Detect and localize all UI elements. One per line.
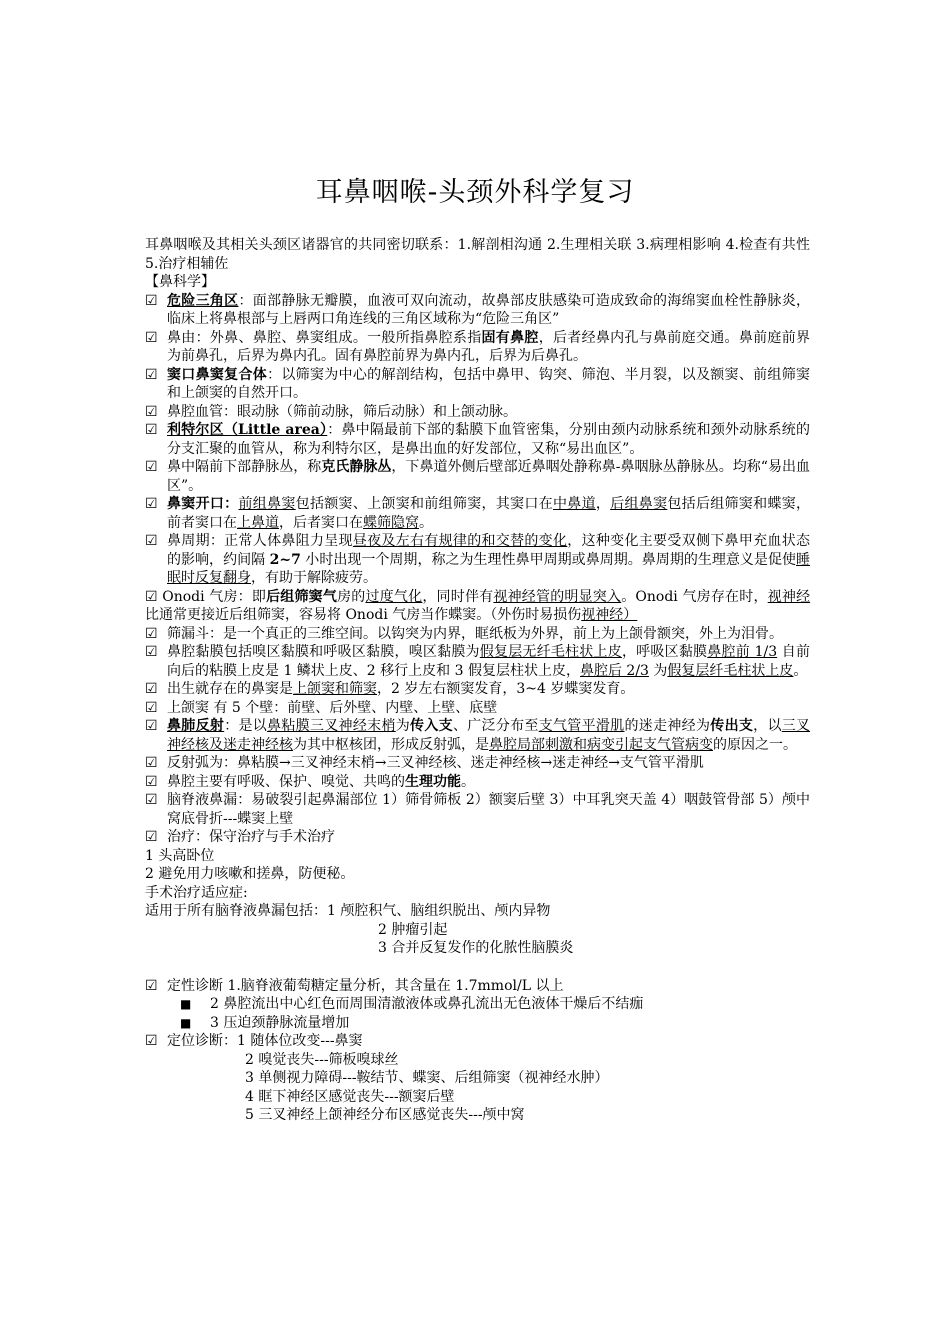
treatment-line: 1 头高卧位 [145, 847, 215, 864]
list-item: ☑ 反射弧为：鼻粘膜→三叉神经末梢→三叉神经核、迷走神经核→迷走神经→支气管平滑肌 [145, 755, 704, 771]
checkbox-icon: ☑ [145, 699, 158, 716]
qualitative-diagnosis: ☑ 定性诊断 1.脑脊液葡萄糖定量分析，其含量在 1.7mmol/L 以上 [145, 977, 564, 994]
checkbox-icon: ☑ [145, 755, 158, 771]
treatment-line: 2 避免用力咳嗽和搓鼻，防便秘。 [145, 866, 355, 882]
list-item: ☑ 危险三角区：面部静脉无瓣膜，血液可双向流动，故鼻部皮肤感染可造成致命的海绵窦血栓性静脉炎，临床上将鼻根部与上唇两口角连线的三角区域称为“危险三角区” [145, 292, 811, 327]
checkbox-icon: ☑ [145, 366, 158, 383]
list-item: ☑ 上颌窦 有 5 个壁：前壁、后外壁、内壁、上壁、底壁 [145, 699, 498, 716]
checkbox-icon: ☑ [145, 422, 158, 438]
checkbox-icon: ☑ [145, 792, 158, 808]
list-item: ☑ 鼻周期：正常人体鼻阻力呈现昼夜及左右有规律的和交替的变化，这种变化主要受双侧下鼻甲充血状态的影响，约间隔 2~7 小时出现一个周期，称之为生理性鼻甲周期或鼻周期。鼻周期的生理意义是促使睡眠时反复翻身，有助于解除疲劳。 [145, 533, 811, 586]
list-item: ☑ 鼻腔血管：眼动脉（筛前动脉，筛后动脉）和上颌动脉。 [145, 403, 517, 420]
checkbox-icon: ☑ [145, 496, 158, 512]
list-item: ☑ Onodi 气房：即后组筛窦气房的过度气化，同时伴有视神经管的明显突入。Onodi 气房存在时，视神经比通常更接近后组筛窦，容易将 Onodi 气房当作蝶窦。（外伤时易损伤视神经） [145, 588, 811, 623]
list-item: ☑ 窦口鼻窦复合体：以筛窦为中心的解剖结构，包括中鼻甲、钩突、筛泡、半月裂，以及额窦、前组筛窦和上颌窦的自然开口。 [145, 366, 811, 401]
treatment-indent-line: 3 合并反复发作的化脓性脑膜炎 [378, 940, 574, 956]
list-item: ☑ 鼻肺反射：是以鼻粘膜三叉神经末梢为传入支、广泛分布至支气管平滑肌的迷走神经为传出支，以三叉神经核及迷走神经核为其中枢核团，形成反射弧，是鼻腔局部刺激和病变引起支气管病变的原因之一。 [145, 718, 811, 753]
section-heading: 【鼻科学】 [145, 274, 215, 290]
checkbox-icon: ☑ [145, 1033, 158, 1049]
treatment-indent-line: 2 肿瘤引起 [378, 921, 448, 938]
checkbox-icon: ☑ [145, 625, 158, 642]
localization-line: 4 眶下神经区感觉丧失---额窦后壁 [245, 1088, 455, 1105]
checkbox-icon: ☑ [145, 292, 158, 309]
checkbox-icon: ☑ [145, 533, 158, 549]
list-item: ☑ 鼻腔主要有呼吸、保护、嗅觉、共鸣的生理功能。 [145, 773, 475, 790]
checkbox-icon: ☑ [145, 329, 158, 346]
localization-line: 3 单侧视力障碍---鞍结节、蝶窦、后组筛窦（视神经水肿） [245, 1070, 609, 1086]
qualitative-bullet: ■ 2 鼻腔流出中心红色而周围清澈液体或鼻孔流出无色液体干燥后不结痂 [180, 996, 644, 1012]
list-item: ☑ 鼻中隔前下部静脉丛，称克氏静脉丛，下鼻道外侧后壁部近鼻咽处静称鼻-鼻咽脉丛静脉丛。均称“易出血区”。 [145, 459, 811, 494]
checkbox-icon: ☑ [145, 681, 158, 697]
list-item: ☑ 治疗：保守治疗与手术治疗 [145, 829, 335, 845]
document-body [145, 236, 810, 1125]
checkbox-icon: ☑ [145, 773, 158, 790]
checkbox-icon: ☑ [145, 459, 158, 475]
qualitative-bullet: ■ 3 压迫颈静脉流量增加 [180, 1014, 350, 1031]
treatment-line: 手术治疗适应症: [145, 884, 248, 901]
list-item: ☑ 利特尔区（Little area）：鼻中隔最前下部的黏膜下血管密集，分别由颈内动脉系统和颈外动脉系统的分支汇聚的血管从，称为利特尔区，是鼻出血的好发部位，又称“易出血区”。 [145, 422, 811, 457]
checkbox-icon: ☑ [145, 829, 158, 845]
intro-paragraph: 耳鼻咽喉及其相关头颈区诸器官的共同密切联系：1.解剖相沟通 2.生理相关联 3.病理相影响 4.检查有共性 5.治疗相辅佐 [145, 237, 810, 272]
checkbox-icon: ☑ [145, 403, 158, 420]
list-item: ☑ 鼻由：外鼻、鼻腔、鼻窦组成。一般所指鼻腔系指固有鼻腔，后者经鼻内孔与鼻前庭交通。鼻前庭前界为前鼻孔，后界为鼻内孔。固有鼻腔前界为鼻内孔，后界为后鼻孔。 [145, 329, 811, 364]
list-item: ☑ 鼻窦开口：前组鼻窦包括额窦、上颌窦和前组筛窦，其窦口在中鼻道，后组鼻窦包括后组筛窦和蝶窦，前者窦口在上鼻道，后者窦口在蝶筛隐窝。 [145, 496, 811, 531]
list-item: ☑ 鼻腔黏膜包括嗅区黏膜和呼吸区黏膜，嗅区黏膜为假复层无纤毛柱状上皮，呼吸区黏膜鼻腔前 1/3 自前向后的粘膜上皮是 1 鳞状上皮、2 移行上皮和 3 假复层柱状上皮，鼻腔后 2/3 为假复层纤毛柱状上皮。 [145, 644, 811, 679]
localization-line: 2 嗅觉丧失---筛板嗅球丝 [245, 1051, 399, 1068]
checkbox-icon: ☑ [145, 644, 158, 660]
list-item: ☑ 出生就存在的鼻窦是上颌窦和筛窦，2 岁左右额窦发育，3~4 岁蝶窦发育。 [145, 681, 635, 697]
square-bullet-icon: ■ [180, 1015, 192, 1030]
localization-line: 5 三叉神经上颌神经分布区感觉丧失---颅中窝 [245, 1107, 525, 1123]
list-item: ☑ 筛漏斗：是一个真正的三维空间。以钩突为内界，眶纸板为外界，前上为上颌骨额突，外上为泪骨。 [145, 625, 783, 642]
treatment-line: 适用于所有脑脊液鼻漏包括：1 颅腔积气、脑组织脱出、颅内异物 [145, 903, 551, 919]
page-title: 耳鼻咽喉-头颈外科学复习 [315, 177, 635, 208]
checkbox-icon: ☑ [145, 588, 158, 605]
square-bullet-icon: ■ [180, 997, 192, 1011]
checkbox-icon: ☑ [145, 718, 158, 734]
list-item: ☑ 脑脊液鼻漏：易破裂引起鼻漏部位 1）筛骨筛板 2）额窦后壁 3）中耳乳突天盖 4）咽鼓管骨部 5）颅中窝底骨折---蝶窦上壁 [145, 792, 810, 827]
localization-diagnosis: ☑ 定位诊断：1 随体位改变---鼻窦 [145, 1033, 363, 1049]
checkbox-icon: ☑ [145, 977, 158, 994]
